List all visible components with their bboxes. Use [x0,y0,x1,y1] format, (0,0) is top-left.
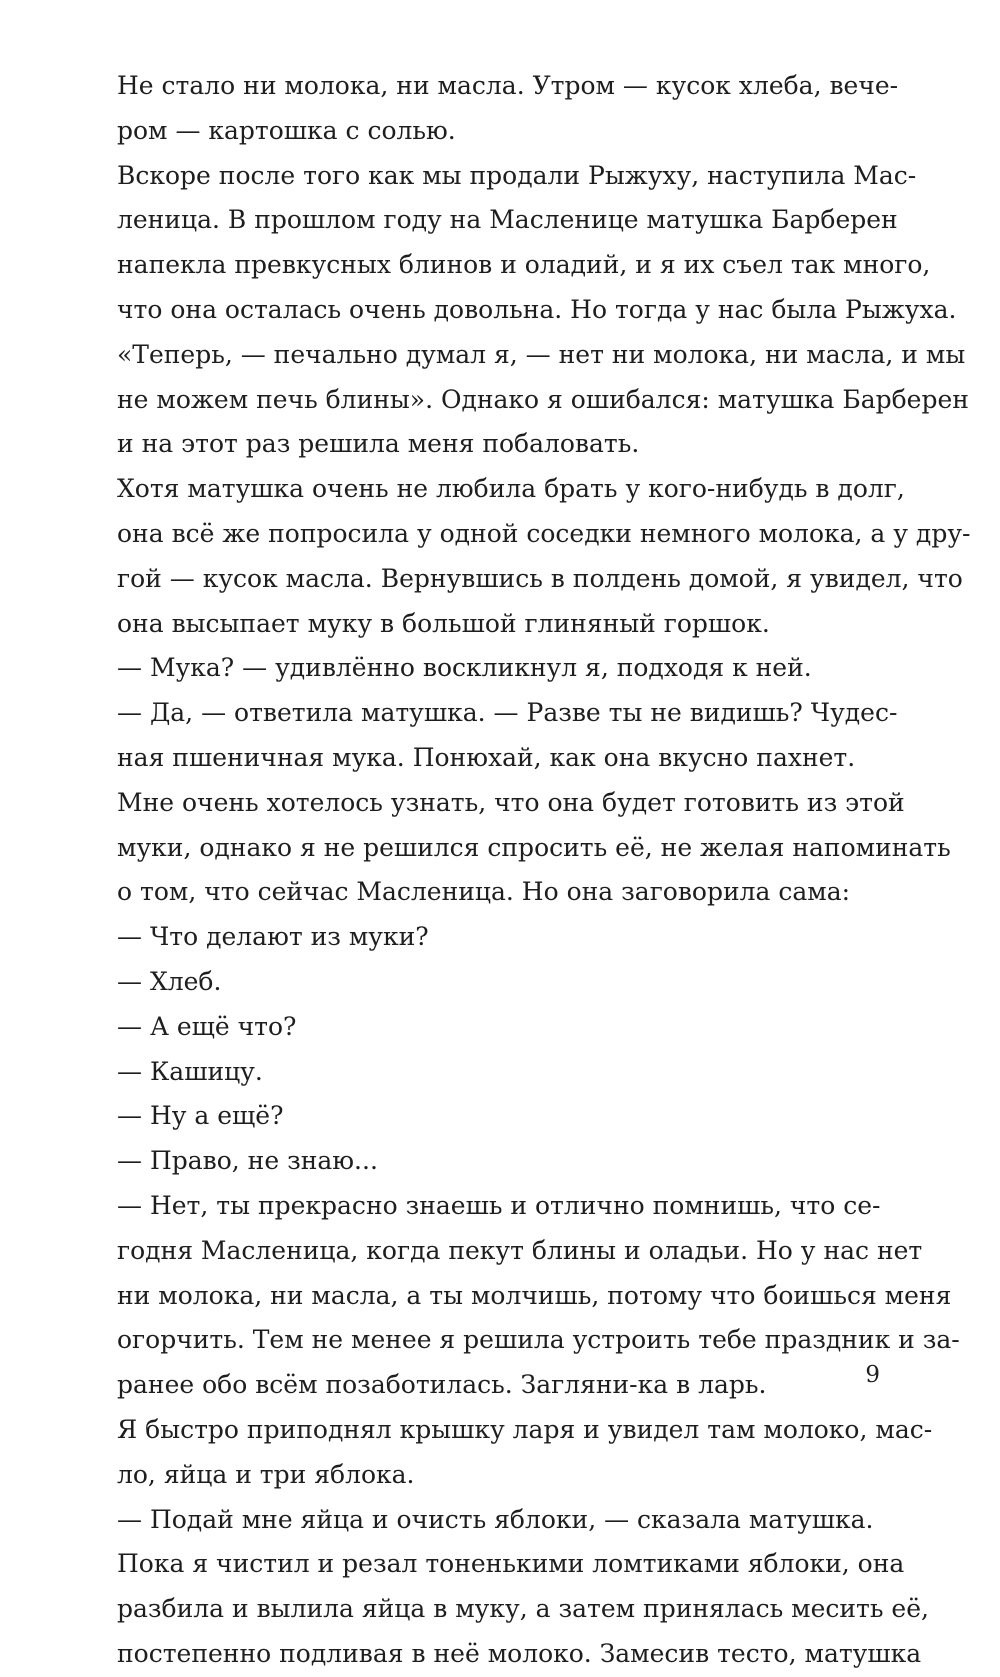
text-line: — Хлеб. [117,966,222,996]
text-line: ранее обо всём позаботилась. Загляни-ка в ларь. [117,1370,767,1400]
text-line: ром — картошка с солью. [117,115,456,145]
body-text [117,64,971,1677]
text-line: огорчить. Тем не менее я решила устроить тебе праздник и за- [117,1325,960,1355]
text-line: ная пшеничная мука. Понюхай, как она вкусно пахнет. [117,742,856,772]
text-line: — Подай мне яйца и очисть яблоки, — сказала матушка. [117,1504,874,1534]
text-line: Вскоре после того как мы продали Рыжуху, наступила Мас- [117,160,917,190]
text-line: Мне очень хотелось узнать, что она будет готовить из этой [117,787,905,817]
text-line: постепенно подливая в неё молоко. Замесив тесто, матушка [117,1638,922,1668]
text-line: о том, что сейчас Масленица. Но она заговорила сама: [117,877,851,907]
text-line: муки, однако я не решился спросить её, не желая напоминать [117,832,951,862]
text-line: — Нет, ты прекрасно знаешь и отлично помнишь, что се- [117,1190,881,1220]
text-line: ни молока, ни масла, а ты молчишь, потому что боишься меня [117,1280,952,1310]
text-line: она всё же попросила у одной соседки немного молока, а у дру- [117,518,971,548]
text-line: — Да, — ответила матушка. — Разве ты не видишь? Чудес- [117,698,898,728]
text-line: разбила и вылила яйца в муку, а затем принялась месить её, [117,1594,929,1624]
text-line: что она осталась очень довольна. Но тогда у нас была Рыжуха. [117,294,957,324]
text-line: Не стало ни молока, ни масла. Утром — кусок хлеба, вече- [117,71,899,100]
text-line: — А ещё что? [117,1011,297,1041]
text-line: не можем печь блины». Однако я ошибался: матушка Барберен [117,384,969,414]
text-line: — Кашицу. [117,1056,263,1086]
text-line: и на этот раз решила меня побаловать. [117,429,640,459]
text-line: — Мука? — удивлённо воскликнул я, подходя к ней. [117,653,812,683]
text-line: Пока я чистил и резал тоненькими ломтиками яблоки, она [117,1549,905,1579]
text-line: Хотя матушка очень не любила брать у кого-нибудь в долг, [117,474,905,504]
text-line: «Теперь, — печально думал я, — нет ни молока, ни масла, и мы [117,339,966,369]
text-line: леница. В прошлом году на Масленице матушка Барберен [117,205,898,235]
text-line: — Что делают из муки? [117,922,429,952]
text-line: — Право, не знаю... [117,1146,378,1176]
text-line: гой — кусок масла. Вернувшись в полдень домой, я увидел, что [117,563,963,593]
text-line: она высыпает муку в большой глиняный горшок. [117,608,770,638]
page-number: 9 [865,1362,880,1388]
text-line: напекла превкусных блинов и оладий, и я их съел так много, [117,250,931,280]
text-line: годня Масленица, когда пекут блины и оладьи. Но у нас нет [117,1235,923,1265]
text-line: Я быстро приподнял крышку ларя и увидел там молоко, мас- [117,1414,933,1444]
text-line: ло, яйца и три яблока. [117,1459,415,1489]
text-line: — Ну а ещё? [117,1101,284,1131]
